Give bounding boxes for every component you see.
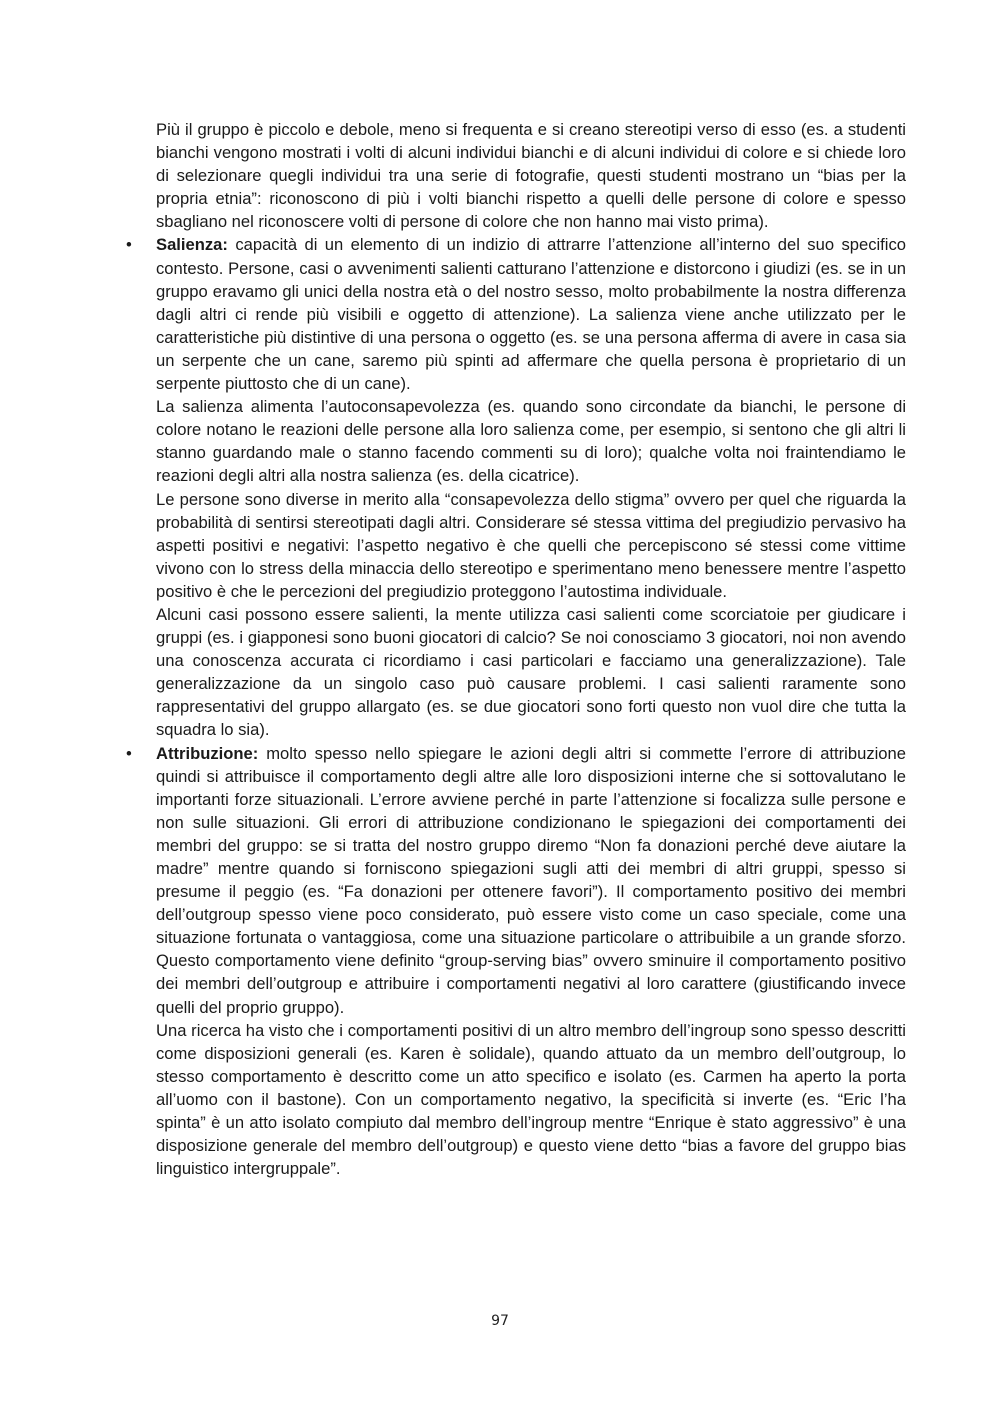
attribuzione-paragraph-2: Una ricerca ha visto che i comportamenti positivi di un altro membro dell’ingroup sono spesso descritti come disposizioni generali (es. Karen è solidale), quando attuato da un membro dell’outgroup, lo stesso comportamento è descritto come un atto specifico e isolato (es. Carmen ha aperto la porta all’uomo con il bastone). Con un comportamento negativo, la specificità si inverte (es. “Eric l’ha spinta” è un atto isolato compiuto dal membro dell’ingroup mentre “Enrique è stato aggressivo” è una disposizione generale del membro dell’outgroup) e questo viene detto “bias a favore del gruppo bias linguistico intergruppale”. [156,1020,906,1179]
page-number: 97 [491,1313,509,1329]
salienza-paragraph-2: La salienza alimenta l’autoconsapevolezza (es. quando sono circondate da bianchi, le persone di colore notano le reazioni delle persone alla loro salienza come, per esempio, si sentono che gli altri li stanno guardando male o stanno facendo commenti su di loro); qualche volta noi fraintendiamo le reazioni degli altri alla nostra salienza (es. della cicatrice). [156,397,906,486]
attribuzione-paragraph [156,742,906,1019]
list-item-salienza [126,233,906,741]
attribuzione-term: Attribuzione: [156,743,259,763]
salienza-paragraph-4: Alcuni casi possono essere salienti, la mente utilizza casi salienti come scorciatoie per giudicare i gruppi (es. i giapponesi sono buoni giocatori di calcio? Se noi conosciamo 3 giocatori, noi non avendo una conoscenza accurata ci ricordiamo i casi particolari e facciamo una generalizzazione). Tale generalizzazione da un singolo caso può causare problemi. I casi salienti raramente sono rappresentativi del gruppo allargato (es. se due giocatori sono forti questo non vuol dire che tutta la squadra lo sia). [156,604,906,740]
intro-paragraph: Più il gruppo è piccolo e debole, meno si frequenta e si creano stereotipi verso di esso (es. a studenti bianchi vengono mostrati i volti di alcuni individui bianchi e di alcuni individui di colore e si chiede loro di selezionare quegli individui tra una serie di fotografie, questi studenti mostrano un “bias per la propria etnia”: riconoscono di più i volti bianchi rispetto a quelli delle persone di colore e spesso sbagliano nel riconoscere volti di persone di colore che non hanno mai visto prima). [156,120,906,232]
bullet-icon: • [126,743,132,763]
salienza-term: Salienza: [156,235,228,255]
bullet-icon: • [126,235,132,255]
body-text [126,118,906,1180]
salienza-definition: capacità di un elemento di un indizio di attrarre l’attenzione all’interno del suo specifico contesto. Persone, casi o avvenimenti salienti catturano l’attenzione e distorcono i giudizi (es. se in un gruppo eravamo gli unici della nostra età o del nostro sesso, molto probabilmente la nostra differenza dagli altri ci rende più visibili e oggetto di attenzione). La salienza viene anche utilizzato per le caratteristiche più distintive di una persona o oggetto (es. se una persona afferma di avere in casa sia un serpente che un cane, saremo più spinti ad affermare che quella persona è proprietario di un serpente piuttosto che di un cane). [156,235,906,394]
salienza-paragraph [156,233,906,395]
list-item-attribuzione [126,742,906,1181]
salienza-paragraph-3: Le persone sono diverse in merito alla “consapevolezza dello stigma” ovvero per quel che riguarda la probabilità di sentirsi stereotipati dagli altri. Considerare sé stessa vittima del pregiudizio pervasivo ha aspetti positivi e negativi: l’aspetto negativo è che quelli che percepiscono sé stessi come vittime vivono con lo stress della minaccia dello stereotipo e sperimentano meno benessere mentre l’aspetto positivo è che le percezioni del pregiudizio proteggono l’autostima individuale. [156,489,906,601]
attribuzione-definition: molto spesso nello spiegare le azioni degli altri si commette l’errore di attribuzione quindi si attribuisce il comportamento degli altre alle loro disposizioni interne che si sottovalutano le importanti forze situazionali. L’errore avviene perché in parte l’attenzione si focalizza sulle persone e non sulle situazioni. Gli errori di attribuzione condizionano le spiegazioni dei comportamenti dei membri del gruppo: se si tratta del nostro gruppo diremo “Non fa donazioni perché deve aiutare la madre” mentre quando si forniscono spiegazioni sugli atti dei membri di altri gruppi, spesso si presume il peggio (es. “Fa donazioni per ottenere favori”). Il comportamento positivo dei membri dell’outgroup spesso viene poco considerato, può essere visto come un caso speciale, come una situazione fortunata o vantaggiosa, come una situazione particolare o attribuibile a un grande sforzo. Questo comportamento viene definito “group-serving bias” ovvero sminuire il comportamento positivo dei membri dell’outgroup e attribuire i comportamenti negativi al loro carattere (giustificando invece quelli del proprio gruppo). [156,743,906,1017]
